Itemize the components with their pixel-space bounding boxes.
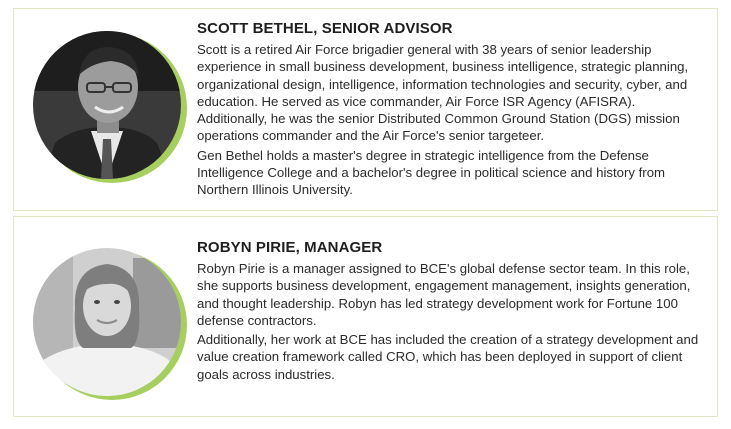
- headshot-man-image: [33, 31, 181, 179]
- profile-text: [197, 20, 703, 201]
- profile-name-title: SCOTT BETHEL, SENIOR ADVISOR: [197, 20, 453, 37]
- profile-bio-paragraph: Gen Bethel holds a master's degree in strategic intelligence from the Defense Intelligence College and a bachelor's degree in political science and history from Northern Illinois University.: [197, 147, 666, 198]
- profile-photo: [33, 31, 181, 179]
- profile-photo-frame: [33, 248, 185, 400]
- headshot-woman-image: [33, 248, 181, 396]
- profile-card-scott-bethel: [13, 8, 718, 211]
- profile-bio-paragraph: Robyn Pirie is a manager assigned to BCE's global defense sector team. In this role, she supports business development, engagement management, insights generation, and thought leadership. Robyn has led strategy development work for Fortune 100 defense contractors.: [197, 261, 691, 328]
- profile-text: [197, 239, 703, 385]
- profile-name-title: ROBYN PIRIE, MANAGER: [197, 239, 383, 256]
- profile-card-robyn-pirie: [13, 216, 718, 417]
- profile-bio-paragraph: Additionally, her work at BCE has included the creation of a strategy development and value creation framework called CRO, which has been deployed in support of client goals across industries.: [197, 332, 699, 382]
- profile-bio-paragraph: Scott is a retired Air Force brigadier general with 38 years of senior leadership experience in small business development, business intelligence, strategic planning, organizational design, intelligence, information technologies and security, cyber, and education. He served as vice commander, Air Force ISR Agency (AFISRA). Additionally, he was the senior Distributed Common Ground Station (DGS) mission operations commander and the Air Force's senior targeteer.: [197, 42, 689, 144]
- profile-photo: [33, 248, 181, 396]
- profile-photo-frame: [33, 31, 185, 183]
